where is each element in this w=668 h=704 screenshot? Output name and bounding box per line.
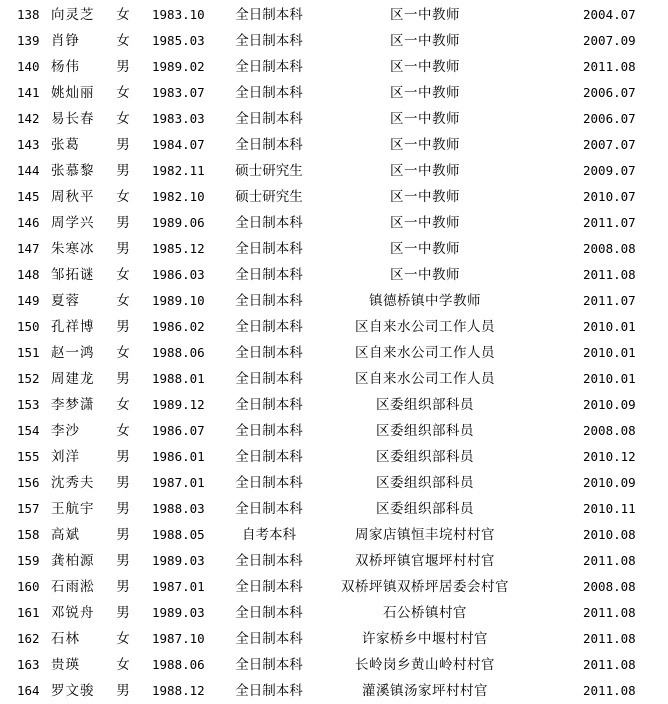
row-number: 157 <box>17 501 40 516</box>
birth-date: 1988.06 <box>152 657 205 672</box>
person-sex: 女 <box>116 631 130 647</box>
person-sex: 男 <box>116 449 130 465</box>
row-number: 141 <box>17 85 40 100</box>
education-level: 全日制本科 <box>235 59 303 75</box>
table-row <box>0 2 668 28</box>
row-number: 139 <box>17 33 40 48</box>
person-name: 夏蓉 <box>51 293 80 309</box>
person-sex: 女 <box>116 189 130 205</box>
education-level: 全日制本科 <box>235 267 303 283</box>
person-sex: 男 <box>116 579 130 595</box>
education-level: 自考本科 <box>242 527 296 543</box>
job-position: 区一中教师 <box>390 59 460 75</box>
birth-date: 1989.10 <box>152 293 205 308</box>
table-row <box>0 418 668 444</box>
table-row <box>0 496 668 522</box>
person-name: 沈秀夫 <box>51 475 95 491</box>
row-number: 155 <box>17 449 40 464</box>
person-name: 向灵芝 <box>51 7 95 23</box>
start-date: 2007.09 <box>583 33 636 48</box>
table-row <box>0 158 668 184</box>
row-number: 164 <box>17 683 40 698</box>
table-row <box>0 470 668 496</box>
table-row <box>0 678 668 704</box>
row-number: 158 <box>17 527 40 542</box>
job-position: 双桥坪镇双桥坪居委会村官 <box>341 579 509 595</box>
job-position: 区委组织部科员 <box>376 397 474 413</box>
start-date: 2009.07 <box>583 163 636 178</box>
education-level: 硕士研究生 <box>235 163 303 179</box>
table-row <box>0 106 668 132</box>
birth-date: 1986.02 <box>152 319 205 334</box>
person-sex: 男 <box>116 137 130 153</box>
table-row <box>0 210 668 236</box>
person-sex: 男 <box>116 163 130 179</box>
row-number: 146 <box>17 215 40 230</box>
person-sex: 女 <box>116 293 130 309</box>
person-name: 赵一鸿 <box>51 345 95 361</box>
person-name: 易长春 <box>51 111 95 127</box>
education-level: 全日制本科 <box>235 657 303 673</box>
education-level: 全日制本科 <box>235 33 303 49</box>
start-date: 2008.08 <box>583 423 636 438</box>
job-position: 区委组织部科员 <box>376 423 474 439</box>
birth-date: 1983.07 <box>152 85 205 100</box>
table-row <box>0 366 668 392</box>
row-number: 143 <box>17 137 40 152</box>
table-row <box>0 262 668 288</box>
start-date: 2011.08 <box>583 267 636 282</box>
job-position: 周家店镇恒丰垸村村官 <box>355 527 495 543</box>
person-name: 朱寒冰 <box>51 241 95 257</box>
birth-date: 1988.12 <box>152 683 205 698</box>
education-level: 全日制本科 <box>235 397 303 413</box>
person-sex: 男 <box>116 605 130 621</box>
job-position: 区自来水公司工作人员 <box>355 371 495 387</box>
table-row <box>0 444 668 470</box>
job-position: 区一中教师 <box>390 7 460 23</box>
job-position: 镇德桥镇中学教师 <box>369 293 481 309</box>
birth-date: 1982.11 <box>152 163 205 178</box>
birth-date: 1986.07 <box>152 423 205 438</box>
birth-date: 1987.01 <box>152 579 205 594</box>
start-date: 2011.07 <box>583 293 636 308</box>
job-position: 区一中教师 <box>390 163 460 179</box>
birth-date: 1983.10 <box>152 7 205 22</box>
person-sex: 女 <box>116 345 130 361</box>
person-name: 孔祥博 <box>51 319 95 335</box>
birth-date: 1983.03 <box>152 111 205 126</box>
person-name: 李梦潇 <box>51 397 95 413</box>
education-level: 全日制本科 <box>235 293 303 309</box>
birth-date: 1988.01 <box>152 371 205 386</box>
person-name: 石雨淞 <box>51 579 95 595</box>
job-position: 区一中教师 <box>390 215 460 231</box>
person-sex: 男 <box>116 475 130 491</box>
education-level: 全日制本科 <box>235 579 303 595</box>
education-level: 全日制本科 <box>235 215 303 231</box>
row-number: 142 <box>17 111 40 126</box>
person-sex: 男 <box>116 215 130 231</box>
education-level: 全日制本科 <box>235 553 303 569</box>
table-row <box>0 314 668 340</box>
education-level: 全日制本科 <box>235 501 303 517</box>
birth-date: 1986.01 <box>152 449 205 464</box>
start-date: 2010.01 <box>583 319 636 334</box>
start-date: 2006.07 <box>583 111 636 126</box>
education-level: 全日制本科 <box>235 319 303 335</box>
start-date: 2010.09 <box>583 397 636 412</box>
education-level: 全日制本科 <box>235 371 303 387</box>
job-position: 许家桥乡中堰村村官 <box>362 631 488 647</box>
birth-date: 1986.03 <box>152 267 205 282</box>
row-number: 163 <box>17 657 40 672</box>
education-level: 全日制本科 <box>235 137 303 153</box>
person-sex: 女 <box>116 657 130 673</box>
row-number: 145 <box>17 189 40 204</box>
person-sex: 男 <box>116 59 130 75</box>
person-sex: 女 <box>116 33 130 49</box>
birth-date: 1985.12 <box>152 241 205 256</box>
start-date: 2010.01 <box>583 371 636 386</box>
row-number: 156 <box>17 475 40 490</box>
person-sex: 男 <box>116 683 130 699</box>
row-number: 140 <box>17 59 40 74</box>
row-number: 147 <box>17 241 40 256</box>
table-row <box>0 626 668 652</box>
row-number: 148 <box>17 267 40 282</box>
education-level: 全日制本科 <box>235 111 303 127</box>
start-date: 2010.01 <box>583 345 636 360</box>
table-row <box>0 132 668 158</box>
person-sex: 男 <box>116 501 130 517</box>
person-name: 姚灿丽 <box>51 85 95 101</box>
start-date: 2010.09 <box>583 475 636 490</box>
start-date: 2010.12 <box>583 449 636 464</box>
job-position: 区一中教师 <box>390 85 460 101</box>
birth-date: 1987.10 <box>152 631 205 646</box>
start-date: 2011.07 <box>583 215 636 230</box>
table-row <box>0 184 668 210</box>
job-position: 石公桥镇村官 <box>383 605 467 621</box>
row-number: 150 <box>17 319 40 334</box>
row-number: 152 <box>17 371 40 386</box>
person-name: 王航宇 <box>51 501 95 517</box>
job-position: 区一中教师 <box>390 33 460 49</box>
person-name: 杨伟 <box>51 59 80 75</box>
start-date: 2011.08 <box>583 605 636 620</box>
row-number: 159 <box>17 553 40 568</box>
person-name: 刘洋 <box>51 449 80 465</box>
person-name: 龚柏源 <box>51 553 95 569</box>
row-number: 138 <box>17 7 40 22</box>
start-date: 2007.07 <box>583 137 636 152</box>
row-number: 149 <box>17 293 40 308</box>
person-name: 石林 <box>51 631 80 647</box>
person-name: 周学兴 <box>51 215 95 231</box>
start-date: 2008.08 <box>583 241 636 256</box>
person-name: 邹拓谜 <box>51 267 95 283</box>
start-date: 2010.08 <box>583 527 636 542</box>
person-sex: 男 <box>116 319 130 335</box>
birth-date: 1988.05 <box>152 527 205 542</box>
person-name: 贵瑛 <box>51 657 80 673</box>
row-number: 154 <box>17 423 40 438</box>
person-sex: 女 <box>116 111 130 127</box>
education-level: 全日制本科 <box>235 241 303 257</box>
start-date: 2010.07 <box>583 189 636 204</box>
person-sex: 女 <box>116 397 130 413</box>
birth-date: 1989.06 <box>152 215 205 230</box>
birth-date: 1987.01 <box>152 475 205 490</box>
job-position: 区自来水公司工作人员 <box>355 319 495 335</box>
education-level: 全日制本科 <box>235 605 303 621</box>
birth-date: 1988.03 <box>152 501 205 516</box>
person-name: 邓锐舟 <box>51 605 95 621</box>
person-name: 罗文骏 <box>51 683 95 699</box>
start-date: 2011.08 <box>583 553 636 568</box>
birth-date: 1988.06 <box>152 345 205 360</box>
table-row <box>0 340 668 366</box>
job-position: 区一中教师 <box>390 137 460 153</box>
birth-date: 1985.03 <box>152 33 205 48</box>
person-name: 李沙 <box>51 423 80 439</box>
birth-date: 1989.03 <box>152 553 205 568</box>
job-position: 区委组织部科员 <box>376 475 474 491</box>
person-sex: 女 <box>116 7 130 23</box>
education-level: 全日制本科 <box>235 683 303 699</box>
start-date: 2011.08 <box>583 631 636 646</box>
person-name: 张葛 <box>51 137 80 153</box>
job-position: 区委组织部科员 <box>376 449 474 465</box>
education-level: 全日制本科 <box>235 423 303 439</box>
person-sex: 女 <box>116 423 130 439</box>
start-date: 2006.07 <box>583 85 636 100</box>
job-position: 区委组织部科员 <box>376 501 474 517</box>
person-name: 周秋平 <box>51 189 95 205</box>
table-row <box>0 600 668 626</box>
person-sex: 男 <box>116 527 130 543</box>
person-name: 高斌 <box>51 527 80 543</box>
table-row <box>0 548 668 574</box>
start-date: 2011.08 <box>583 59 636 74</box>
table-row <box>0 236 668 262</box>
table-row <box>0 28 668 54</box>
start-date: 2004.07 <box>583 7 636 22</box>
row-number: 162 <box>17 631 40 646</box>
start-date: 2010.11 <box>583 501 636 516</box>
education-level: 全日制本科 <box>235 475 303 491</box>
person-sex: 男 <box>116 241 130 257</box>
table-row <box>0 54 668 80</box>
education-level: 硕士研究生 <box>235 189 303 205</box>
start-date: 2011.08 <box>583 657 636 672</box>
row-number: 151 <box>17 345 40 360</box>
person-sex: 男 <box>116 553 130 569</box>
job-position: 双桥坪镇官堰坪村村官 <box>355 553 495 569</box>
education-level: 全日制本科 <box>235 85 303 101</box>
birth-date: 1989.12 <box>152 397 205 412</box>
table-row <box>0 522 668 548</box>
person-name: 肖铮 <box>51 33 80 49</box>
table-row <box>0 392 668 418</box>
job-position: 区一中教师 <box>390 241 460 257</box>
education-level: 全日制本科 <box>235 345 303 361</box>
job-position: 长岭岗乡黄山岭村村官 <box>355 657 495 673</box>
education-level: 全日制本科 <box>235 449 303 465</box>
education-level: 全日制本科 <box>235 631 303 647</box>
row-number: 160 <box>17 579 40 594</box>
start-date: 2008.08 <box>583 579 636 594</box>
job-position: 区一中教师 <box>390 111 460 127</box>
birth-date: 1989.03 <box>152 605 205 620</box>
job-position: 区自来水公司工作人员 <box>355 345 495 361</box>
row-number: 161 <box>17 605 40 620</box>
start-date: 2011.08 <box>583 683 636 698</box>
birth-date: 1982.10 <box>152 189 205 204</box>
table-row <box>0 574 668 600</box>
birth-date: 1989.02 <box>152 59 205 74</box>
row-number: 144 <box>17 163 40 178</box>
job-position: 区一中教师 <box>390 189 460 205</box>
birth-date: 1984.07 <box>152 137 205 152</box>
job-position: 灌溪镇汤家坪村村官 <box>362 683 488 699</box>
person-name: 张慕黎 <box>51 163 95 179</box>
table-row <box>0 652 668 678</box>
table-row <box>0 80 668 106</box>
person-sex: 男 <box>116 371 130 387</box>
table-row <box>0 288 668 314</box>
person-sex: 女 <box>116 85 130 101</box>
person-name: 周建龙 <box>51 371 95 387</box>
person-sex: 女 <box>116 267 130 283</box>
job-position: 区一中教师 <box>390 267 460 283</box>
education-level: 全日制本科 <box>235 7 303 23</box>
row-number: 153 <box>17 397 40 412</box>
